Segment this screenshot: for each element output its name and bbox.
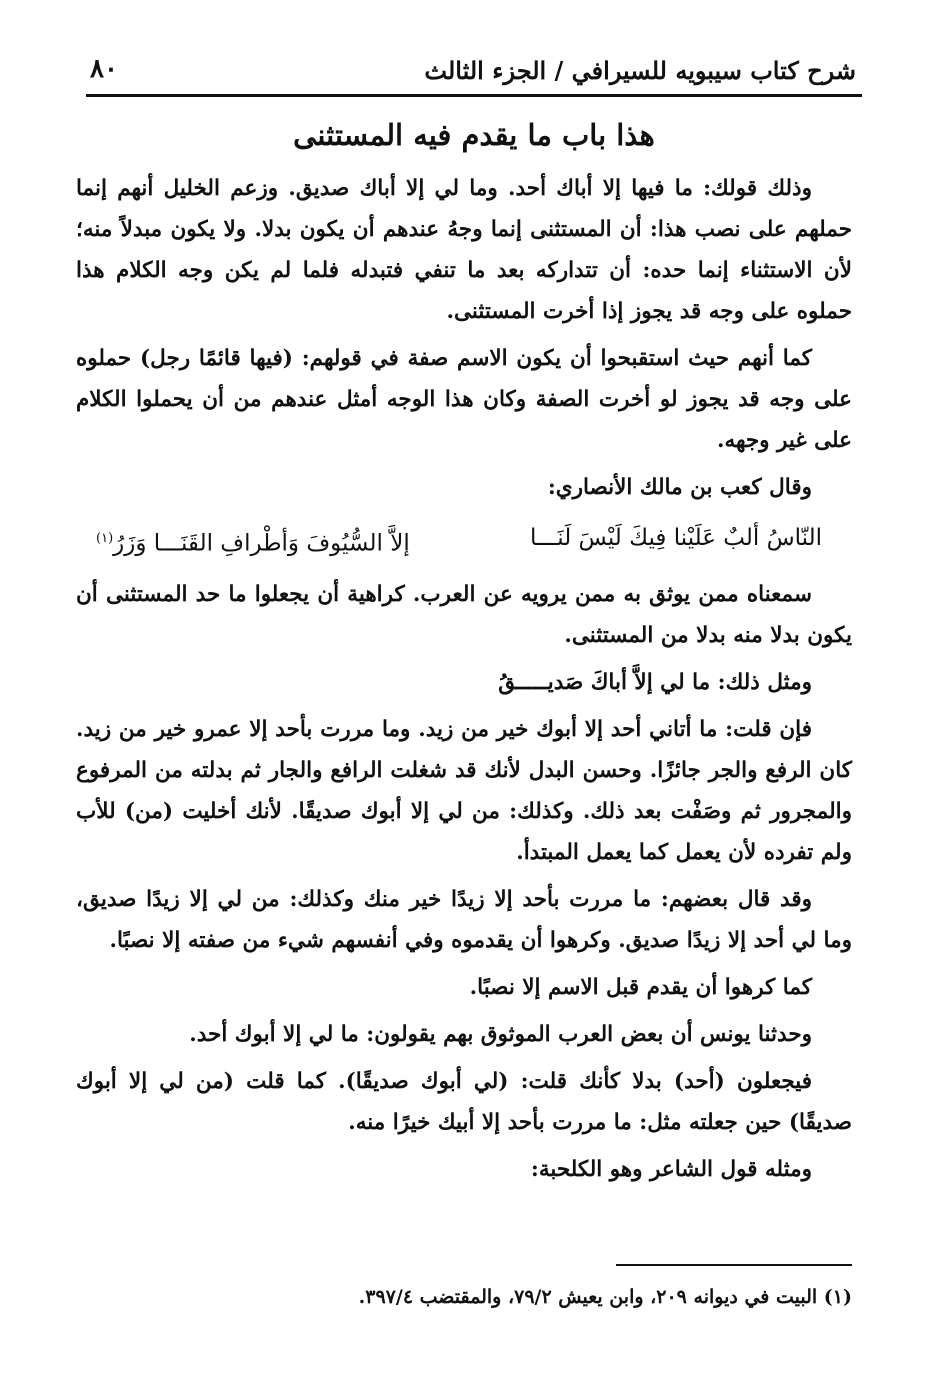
- paragraph: وقد قال بعضهم: ما مررت بأحد إلا زيدًا خير منك وكذلك: من لي إلا زيدًا صديق، وما لي أحد إلا زيدًا صديق. وكرهوا أن يقدموه وفي أنفسهم شيء من صفته إلا نصبًا.: [76, 887, 852, 953]
- paragraph: وحدثنا يونس أن بعض العرب الموثوق بهم يقولون: ما لي إلا أبوك أحد.: [189, 1022, 812, 1047]
- chapter-title: هذا باب ما يقدم فيه المستثنى: [293, 118, 655, 152]
- paragraph: وقال كعب بن مالك الأنصاري:: [547, 475, 812, 500]
- paragraph: فيجعلون (أحد) بدلا كأنك قلت: (لي أبوك صديقًا). كما قلت (من لي إلا أبوك صديقًا) حين جعلته مثل: ما مررت بأحد إلا أبيك خيرًا منه.: [76, 1069, 852, 1135]
- page-number: ٨٠: [90, 54, 118, 84]
- footnote-divider: [616, 1264, 852, 1266]
- paragraph: فإن قلت: ما أتاني أحد إلا أبوك خير من زيد. وما مررت بأحد إلا عمرو خير من زيد. كان الرفع والجر جائزًا. وحسن البدل لأنك قد شغلت الرافع والجار ثم بدلته من المرفوع والمجرور ثم وصَفْت بعد ذلك. وكذلك: من لي إلا أبوك صديقًا. لأنك أخليت (من) للأب ولم تفرده لأن يعمل كما يعمل المبتدأ.: [76, 717, 852, 865]
- running-title: شرح كتاب سيبويه للسيرافي / الجزء الثالث: [424, 56, 856, 85]
- body-text: [76, 168, 852, 1196]
- footnote-marker: (١): [96, 531, 114, 546]
- poetry-verse: [76, 514, 852, 568]
- footnote: (١) البيت في ديوانه ٢٠٩، وابن يعيش ٧٩/٢، والمقتضب ٣٩٧/٤.: [358, 1286, 852, 1308]
- paragraph: ومثله قول الشاعر وهو الكلحبة:: [530, 1157, 812, 1182]
- paragraph: ومثل ذلك: ما لي إلاَّ أباكَ صَديـــــقُ: [498, 670, 812, 695]
- paragraph: سمعناه ممن يوثق به ممن يرويه عن العرب. كراهية أن يجعلوا ما حد المستثنى أن يكون بدلا منه بدلا من المستثنى.: [76, 582, 852, 648]
- verse-second-hemistich-text: إلاَّ السُّيُوفَ وَأطْرافِ القَنَـــا وَزَرُ: [113, 530, 410, 557]
- verse-first-hemistich: النّاسُ ألبٌ عَلَيْنا فِيكَ لَيْسَ لَنَـــا: [530, 525, 822, 551]
- paragraph: كما أنهم حيث استقبحوا أن يكون الاسم صفة في قولهم: (فيها قائمًا رجل) حملوه على وجه قد يجوز لو أخرت الصفة وكان هذا الوجه أمثل عندهم من أن يحملوا الكلام على غير وجهه.: [76, 346, 852, 453]
- paragraph: وذلك قولك: ما فيها إلا أباك أحد. وما لي إلا أباك صديق. وزعم الخليل أنهم إنما حملهم على نصب هذا: أن المستثنى إنما وجهُ عندهم أن يكون بدلا. ولا يكون مبدلاً منه؛ لأن الاستثناء إنما حده: أن تتداركه بعد ما تنفي فتبدله فلما لم يكن وجه الكلام هذا حملوه على وجه قد يجوز إذا أخرت المستثنى.: [76, 176, 852, 324]
- verse-second-hemistich: [96, 518, 410, 565]
- paragraph: كما كرهوا أن يقدم قبل الاسم إلا نصبًا.: [469, 975, 812, 1000]
- page-header: [86, 50, 862, 97]
